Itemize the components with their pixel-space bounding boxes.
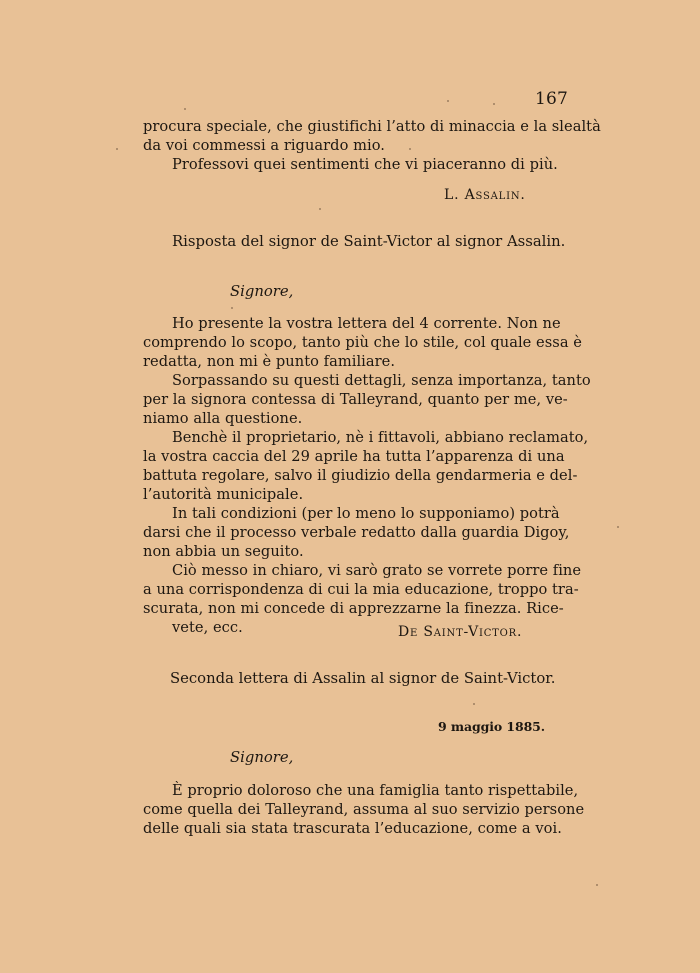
response-line-13: non abbia un seguito. xyxy=(143,543,304,560)
response-line-14: Ciò messo in chiaro, vi sarò grato se vorrete porre fine xyxy=(172,562,582,579)
response-line-4: Sorpassando su questi dettagli, senza importanza, tanto xyxy=(172,372,591,389)
salutation-first: Signore, xyxy=(230,283,294,300)
response-line-11: In tali condizioni (per lo meno lo supponiamo) potrà xyxy=(172,505,560,522)
response-line-2: comprendo lo scopo, tanto più che lo stile, col quale essa è xyxy=(143,334,582,351)
second-line-3: delle quali sia stata trascurata l’educazione, come a voi. xyxy=(143,820,562,837)
letter-date: 9 maggio 1885. xyxy=(438,719,546,734)
paper-speck xyxy=(319,208,321,210)
page-number: 167 xyxy=(535,89,569,109)
response-line-10: l’autorità municipale. xyxy=(143,486,304,503)
signature-assalin: L. Assalin. xyxy=(444,187,526,203)
opening-line-1: procura speciale, che giustifichi l’atto di minaccia e la slealtà xyxy=(143,118,601,135)
paper-speck xyxy=(184,108,186,110)
paper-speck xyxy=(116,148,118,150)
paper-speck xyxy=(447,100,449,102)
response-line-16: scurata, non mi concede di apprezzarne la finezza. Rice- xyxy=(143,600,564,617)
response-line-17: vete, ecc. xyxy=(172,619,243,636)
response-line-15: a una corrispondenza di cui la mia educazione, troppo tra- xyxy=(143,581,579,598)
paper-speck xyxy=(493,103,495,105)
paper-speck xyxy=(473,703,475,705)
response-heading: Risposta del signor de Saint-Victor al signor Assalin. xyxy=(172,233,566,250)
opening-line-2: da voi commessi a riguardo mio. xyxy=(143,137,385,154)
response-line-9: battuta regolare, salvo il giudizio della gendarmeria e del- xyxy=(143,467,578,484)
response-line-7: Benchè il proprietario, nè i fittavoli, abbiano reclamato, xyxy=(172,429,589,446)
response-line-5: per la signora contessa di Talleyrand, quanto per me, ve- xyxy=(143,391,568,408)
response-line-8: la vostra caccia del 29 aprile ha tutta l’apparenza di una xyxy=(143,448,565,465)
response-line-3: redatta, non mi è punto familiare. xyxy=(143,353,396,370)
paper-speck xyxy=(409,148,411,150)
second-line-1: È proprio doloroso che una famiglia tanto rispettabile, xyxy=(172,782,579,799)
opening-paragraph xyxy=(143,117,601,174)
opening-line-3: Professovi quei sentimenti che vi piaceranno di più. xyxy=(172,156,558,173)
second-line-2: come quella dei Talleyrand, assuma al suo servizio persone xyxy=(143,801,585,818)
response-line-1: Ho presente la vostra lettera del 4 corrente. Non ne xyxy=(172,315,561,332)
signature-saint-victor: De Saint-Victor. xyxy=(398,624,523,640)
response-line-12: darsi che il processo verbale redatto dalla guardia Digoy, xyxy=(143,524,570,541)
response-letter-body xyxy=(143,314,591,637)
paper-speck xyxy=(231,307,233,309)
second-letter-body xyxy=(143,781,585,838)
paper-speck xyxy=(617,526,619,528)
response-line-6: niamo alla questione. xyxy=(143,410,303,427)
salutation-second: Signore, xyxy=(230,749,294,766)
second-letter-heading: Seconda lettera di Assalin al signor de Saint-Victor. xyxy=(170,670,556,687)
paper-speck xyxy=(596,884,598,886)
